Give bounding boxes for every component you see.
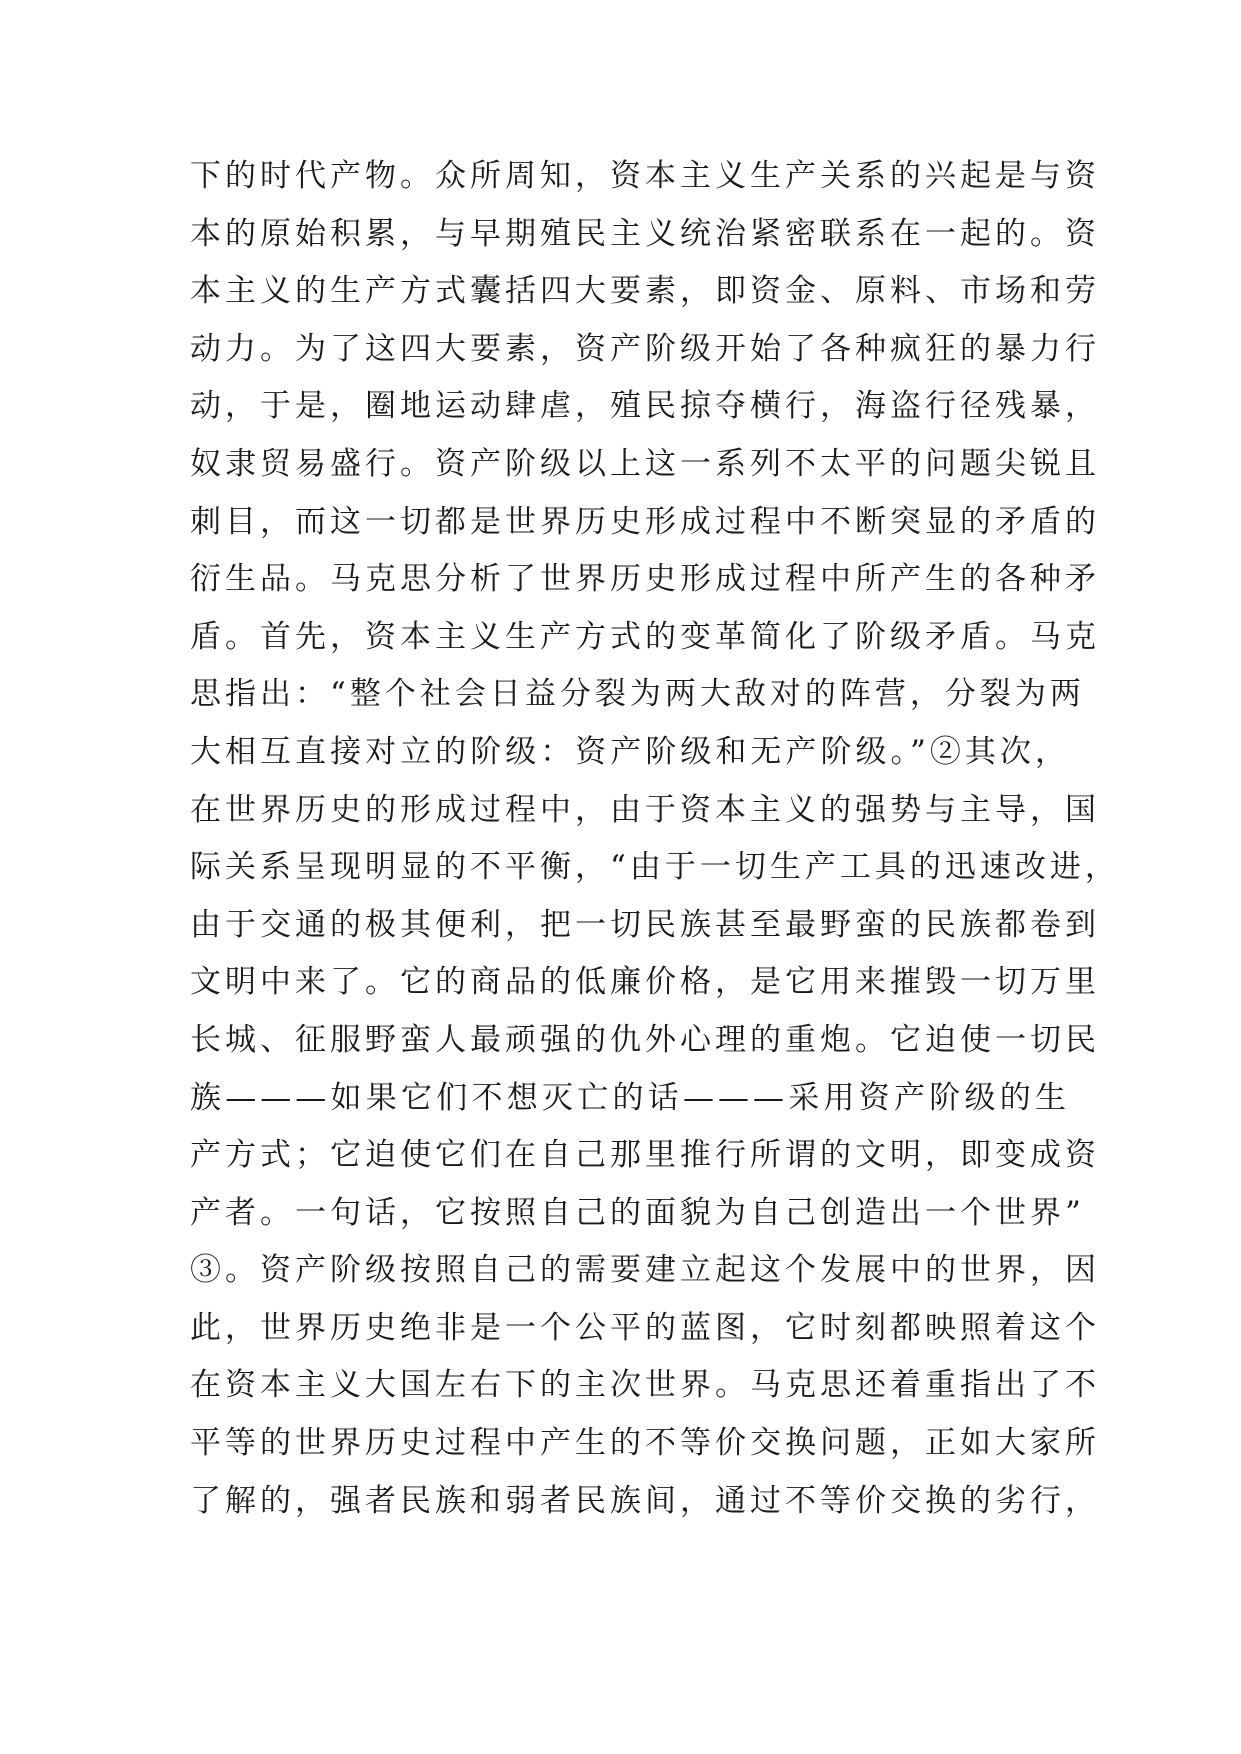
text-line: 刺目，而这一切都是世界历史形成过程中不断突显的矛盾的 — [190, 503, 1100, 540]
text-line: 衍生品。马克思分析了世界历史形成过程中所产生的各种矛 — [190, 561, 1100, 598]
text-line: 产方式；它迫使它们在自己那里推行所谓的文明，即变成资 — [190, 1137, 1100, 1174]
text-line: 本主义的生产方式囊括四大要素，即资金、原料、市场和劳 — [190, 273, 1100, 310]
text-line: 动力。为了这四大要素，资产阶级开始了各种疯狂的暴力行 — [190, 330, 1100, 367]
body-text — [190, 148, 1120, 1530]
text-line: 盾。首先，资本主义生产方式的变革简化了阶级矛盾。马克 — [190, 618, 1100, 655]
text-line: 奴隶贸易盛行。资产阶级以上这一系列不太平的问题尖锐且 — [190, 445, 1100, 482]
text-line: 了解的，强者民族和弱者民族间，通过不等价交换的劣行， — [190, 1482, 1100, 1519]
text-line: 文明中来了。它的商品的低廉价格，是它用来摧毁一切万里 — [190, 964, 1100, 1001]
text-line: ③。资产阶级按照自己的需要建立起这个发展中的世界，因 — [190, 1252, 1100, 1289]
text-line: 长城、征服野蛮人最顽强的仇外心理的重炮。它迫使一切民 — [190, 1021, 1100, 1058]
text-line: 下的时代产物。众所周知，资本主义生产关系的兴起是与资 — [190, 158, 1100, 194]
text-line: 本的原始积累，与早期殖民主义统治紧密联系在一起的。资 — [190, 215, 1100, 252]
text-line: 平等的世界历史过程中产生的不等价交换问题，正如大家所 — [190, 1425, 1100, 1462]
text-line: 际关系呈现明显的不平衡，“由于一切生产工具的迅速改进， — [190, 849, 1120, 886]
text-line: 产者。一句话，它按照自己的面貌为自己创造出一个世界” — [190, 1194, 1085, 1231]
text-line: 大相互直接对立的阶级：资产阶级和无产阶级。”②其次， — [190, 733, 1070, 770]
text-line: 由于交通的极其便利，把一切民族甚至最野蛮的民族都卷到 — [190, 906, 1100, 943]
text-line: 动，于是，圈地运动肆虐，殖民掠夺横行，海盗行径残暴， — [190, 388, 1100, 425]
text-line: 在世界历史的形成过程中，由于资本主义的强势与主导，国 — [190, 791, 1100, 828]
text-line: 在资本主义大国左右下的主次世界。马克思还着重指出了不 — [190, 1367, 1100, 1404]
text-line: 此，世界历史绝非是一个公平的蓝图，它时刻都映照着这个 — [190, 1309, 1100, 1346]
text-line: 思指出：“整个社会日益分裂为两大敌对的阵营，分裂为两 — [190, 676, 1085, 713]
text-line: 族———如果它们不想灭亡的话———采用资产阶级的生 — [190, 1079, 1070, 1116]
